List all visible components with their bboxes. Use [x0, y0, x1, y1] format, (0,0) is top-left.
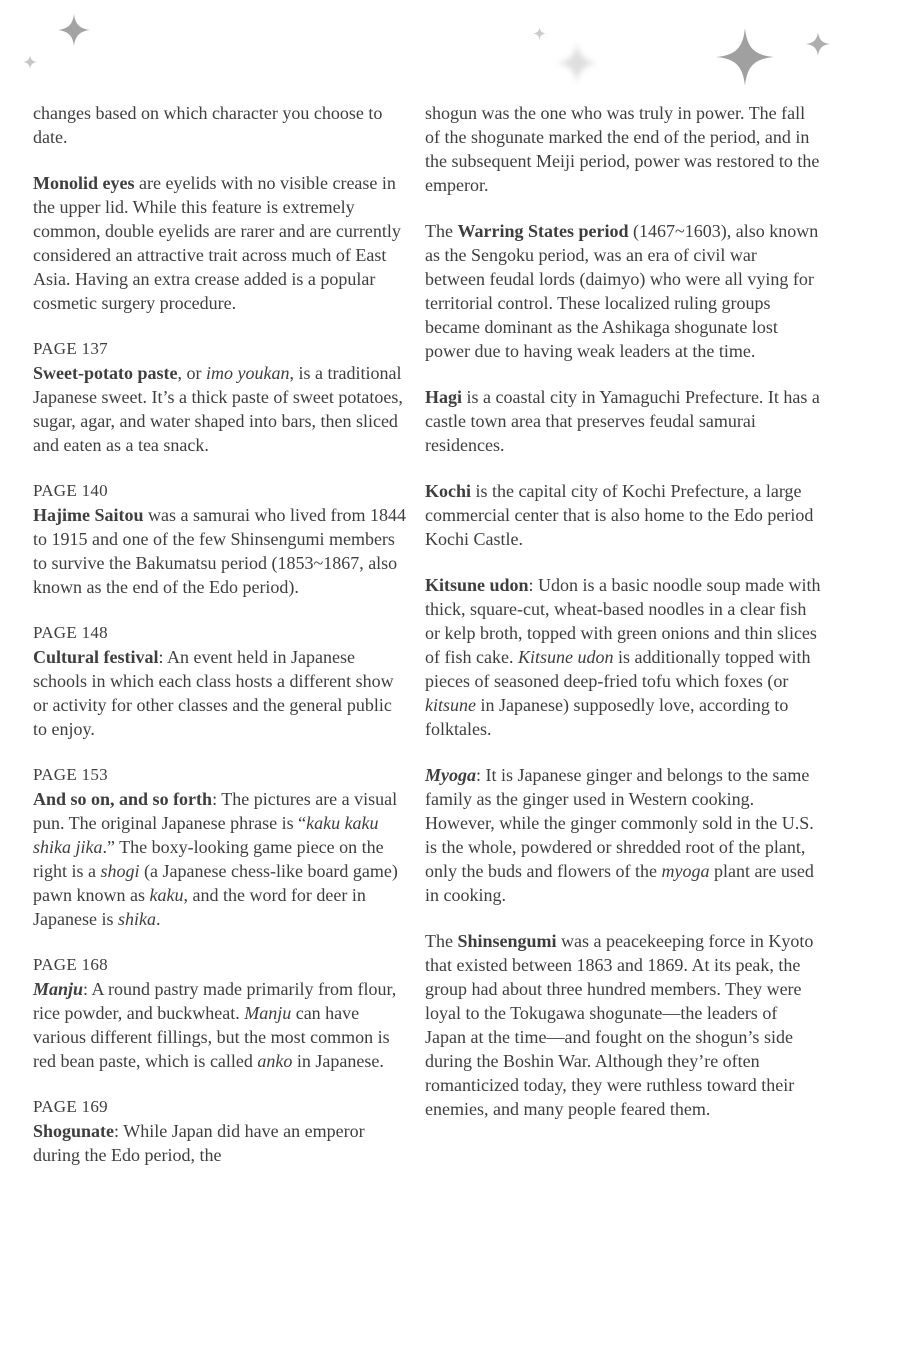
right-column	[425, 101, 821, 1189]
text-run: : A round pastry made primarily from flour, rice powder, and buckwheat.	[33, 979, 397, 1023]
page-number-heading: PAGE 169	[33, 1097, 108, 1116]
text-run: (1467~1603), also known as the Sengoku period, was an era of civil war between feudal lords (daimyo) who were all vying for territorial control. These localized ruling groups became dominant as the Ashikaga shogunate lost power due to having weak leaders at the time.	[425, 221, 819, 361]
note-paragraph	[425, 479, 821, 551]
text-run: is the capital city of Kochi Prefecture, a large commercial center that is also home to the Edo period Kochi Castle.	[425, 481, 814, 549]
page-number-heading: PAGE 140	[33, 481, 108, 500]
note-paragraph	[425, 219, 821, 363]
emphasized-term: Kitsune udon	[425, 575, 529, 595]
page-number-heading: PAGE 153	[33, 765, 108, 784]
emphasized-term: imo youkan	[205, 363, 290, 383]
left-column	[33, 101, 409, 1189]
page-number-heading: PAGE 148	[33, 623, 108, 642]
emphasized-term: shogi	[100, 861, 140, 881]
page-number-heading: PAGE 137	[33, 339, 108, 358]
sparkle-icon	[716, 28, 774, 86]
text-run: (a Japanese chess-like board game) pawn known as	[33, 861, 398, 905]
sparkle-icon	[58, 14, 90, 46]
text-run: .	[155, 909, 161, 929]
emphasized-term: Shogunate	[33, 1121, 115, 1141]
emphasized-term: anko	[257, 1051, 293, 1071]
text-run: : While Japan did have an emperor during the Edo period, the	[33, 1121, 365, 1165]
text-run: was a peacekeeping force in Kyoto that existed between 1863 and 1869. At its peak, the group had about three hundred members. They were loyal to the Tokugawa shogunate—the leaders of Japan at the time—and fought on the shogun’s side during the Boshin War. Although they’re often romanticized today, they were ruthless toward their enemies, and many people feared them.	[425, 931, 814, 1119]
text-run: The	[425, 221, 458, 241]
emphasized-term: Hajime Saitou	[33, 505, 144, 525]
text-run: , or	[177, 363, 206, 383]
note-paragraph	[425, 763, 821, 907]
page-number-heading: PAGE 168	[33, 955, 108, 974]
text-run: was a samurai who lived from 1844 to 1915 and one of the few Shinsengumi members to survive the Bakumatsu period (1853~1867, also known as the end of the Edo period).	[33, 505, 406, 597]
note-paragraph	[33, 787, 409, 931]
text-run: : Udon is a basic noodle soup made with thick, square-cut, wheat-based noodles in a clear fish or kelp broth, topped with green onions and thin slices of fish cake.	[425, 575, 821, 667]
sparkle-glow-icon	[556, 42, 598, 84]
text-run: in Japanese.	[292, 1051, 384, 1071]
emphasized-term: Sweet-potato paste	[33, 363, 178, 383]
emphasized-term: Warring States period	[457, 221, 629, 241]
text-run: in Japanese) supposedly love, according to folktales.	[425, 695, 789, 739]
text-run: shogun was the one who was truly in power. The fall of the shogunate marked the end of the period, and in the subsequent Meiji period, power was restored to the emperor.	[425, 103, 820, 195]
text-run: is additionally topped with pieces of seasoned deep-fried tofu which foxes (or	[425, 647, 811, 691]
text-run: can have various different fillings, but the most common is red bean paste, which is called	[33, 1003, 390, 1071]
emphasized-term: kaku	[149, 885, 184, 905]
text-run: is a coastal city in Yamaguchi Prefecture. It has a castle town area that preserves feudal samurai residences.	[425, 387, 820, 455]
emphasized-term: Manju	[244, 1003, 292, 1023]
text-run: The	[425, 931, 458, 951]
text-run: , is a traditional Japanese sweet. It’s a thick paste of sweet potatoes, sugar, agar, and water shaped into bars, then sliced and eaten as a tea snack.	[33, 363, 403, 455]
note-paragraph	[33, 361, 409, 457]
sparkle-icon	[533, 27, 546, 40]
text-run: : The pictures are a visual pun. The original Japanese phrase is “	[33, 789, 398, 833]
text-run: plant are used in cooking.	[425, 861, 814, 905]
text-run: .” The boxy-looking game piece on the right is a	[33, 837, 384, 881]
emphasized-term: shika	[117, 909, 156, 929]
emphasized-term: Monolid eyes	[33, 173, 135, 193]
emphasized-term: Kochi	[425, 481, 472, 501]
sparkle-icon	[23, 55, 37, 69]
note-paragraph	[33, 101, 409, 149]
emphasized-term: Shinsengumi	[457, 931, 557, 951]
note-paragraph	[33, 977, 409, 1073]
emphasized-term: Myoga	[425, 765, 476, 785]
note-paragraph	[425, 573, 821, 741]
emphasized-term: myoga	[661, 861, 710, 881]
notes-text-body	[33, 101, 821, 1189]
text-run: , and the word for deer in Japanese is	[33, 885, 366, 929]
note-paragraph	[33, 171, 409, 315]
note-paragraph	[425, 385, 821, 457]
text-run: : An event held in Japanese schools in which each class hosts a different show or activity for other classes and the general public to enjoy.	[33, 647, 394, 739]
note-paragraph	[425, 929, 821, 1121]
emphasized-term: kaku kaku shika jika	[33, 813, 379, 857]
note-paragraph	[33, 645, 409, 741]
emphasized-term: Kitsune udon	[517, 647, 614, 667]
text-run: : It is Japanese ginger and belongs to the same family as the ginger used in Western cooking. However, while the ginger commonly sold in the U.S. is the whole, powdered or shredded root of the plant, only the buds and flowers of the	[425, 765, 814, 881]
emphasized-term: Cultural festival	[33, 647, 159, 667]
emphasized-term: And so on, and so forth	[33, 789, 213, 809]
emphasized-term: Manju	[33, 979, 84, 999]
note-paragraph	[33, 503, 409, 599]
emphasized-term: kitsune	[425, 695, 476, 715]
emphasized-term: Hagi	[425, 387, 463, 407]
sparkle-icon	[806, 32, 830, 56]
text-run: are eyelids with no visible crease in the upper lid. While this feature is extremely common, double eyelids are rarer and are currently considered an attractive trait across much of East Asia. Having an extra crease added is a popular cosmetic surgery procedure.	[33, 173, 401, 313]
note-paragraph	[33, 1119, 409, 1167]
text-run: changes based on which character you choose to date.	[33, 103, 383, 147]
note-paragraph	[425, 101, 821, 197]
